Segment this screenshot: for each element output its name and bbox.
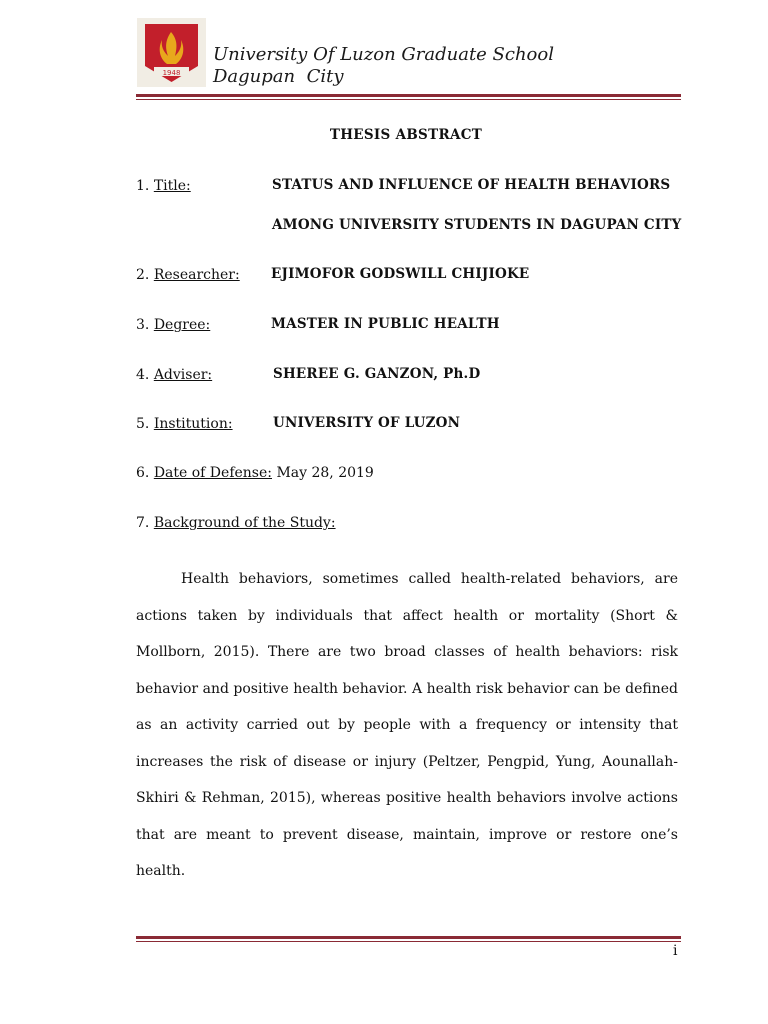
page-number: i [673, 943, 678, 959]
field-label: Researcher: [153, 267, 240, 283]
school-name-line1: University Of Luzon Graduate School [213, 44, 554, 65]
footer-rule [136, 936, 681, 939]
date-of-defense-value: May 28, 2019 [276, 465, 374, 481]
field-number: 6. [136, 465, 150, 481]
field-researcher [136, 266, 240, 284]
field-number: 7. [136, 515, 150, 531]
field-date-of-defense [136, 464, 374, 482]
background-paragraph [136, 561, 678, 890]
paragraph-text: Health behaviors, sometimes called health-related behaviors, are actions taken by individuals that affect health or mortality (Short & Mollborn, 2015). There are two broad classes of health behaviors: risk behavior and positive health behavior. A health risk behavior can be defined as an activity carried out by people with a frequency or intensity that increases the risk of disease or injury (Peltzer, Pengpid, Yung, Aounallah-Skhiri & Rehman, 2015), whereas positive health behaviors involve actions that are meant to prevent disease, maintain, improve or restore one’s health. [136, 571, 678, 879]
field-label: Degree: [153, 317, 211, 333]
field-label: Background of the Study: [153, 515, 336, 531]
field-number: 2. [136, 267, 150, 283]
thesis-title-line2: AMONG UNIVERSITY STUDENTS IN DAGUPAN CITY [272, 217, 682, 233]
school-city: Dagupan City [213, 66, 344, 87]
institution-value: UNIVERSITY OF LUZON [273, 415, 461, 431]
school-name [213, 44, 554, 88]
thesis-title-line1: STATUS AND INFLUENCE OF HEALTH BEHAVIORS [272, 177, 671, 193]
footer-rule-thin [136, 941, 681, 942]
field-institution [136, 415, 233, 433]
field-title [136, 177, 191, 195]
field-number: 5. [136, 416, 150, 432]
field-adviser [136, 366, 212, 384]
field-degree [136, 316, 210, 334]
researcher-value: EJIMOFOR GODSWILL CHIJIOKE [271, 266, 530, 282]
field-background [136, 514, 336, 532]
logo-year: 1948 [162, 69, 181, 77]
field-number: 4. [136, 367, 150, 383]
field-label: Adviser: [153, 367, 213, 383]
header-rule-thin [136, 99, 681, 100]
university-logo [137, 18, 206, 87]
field-label: Institution: [153, 416, 233, 432]
document-title: THESIS ABSTRACT [329, 127, 483, 143]
field-label: Date of Defense: [153, 465, 272, 481]
degree-value: MASTER IN PUBLIC HEALTH [271, 316, 500, 332]
field-number: 3. [136, 317, 150, 333]
field-number: 1. [136, 178, 150, 194]
header-rule [136, 94, 681, 97]
adviser-value: SHEREE G. GANZON, Ph.D [273, 366, 481, 382]
field-label: Title: [153, 178, 191, 194]
